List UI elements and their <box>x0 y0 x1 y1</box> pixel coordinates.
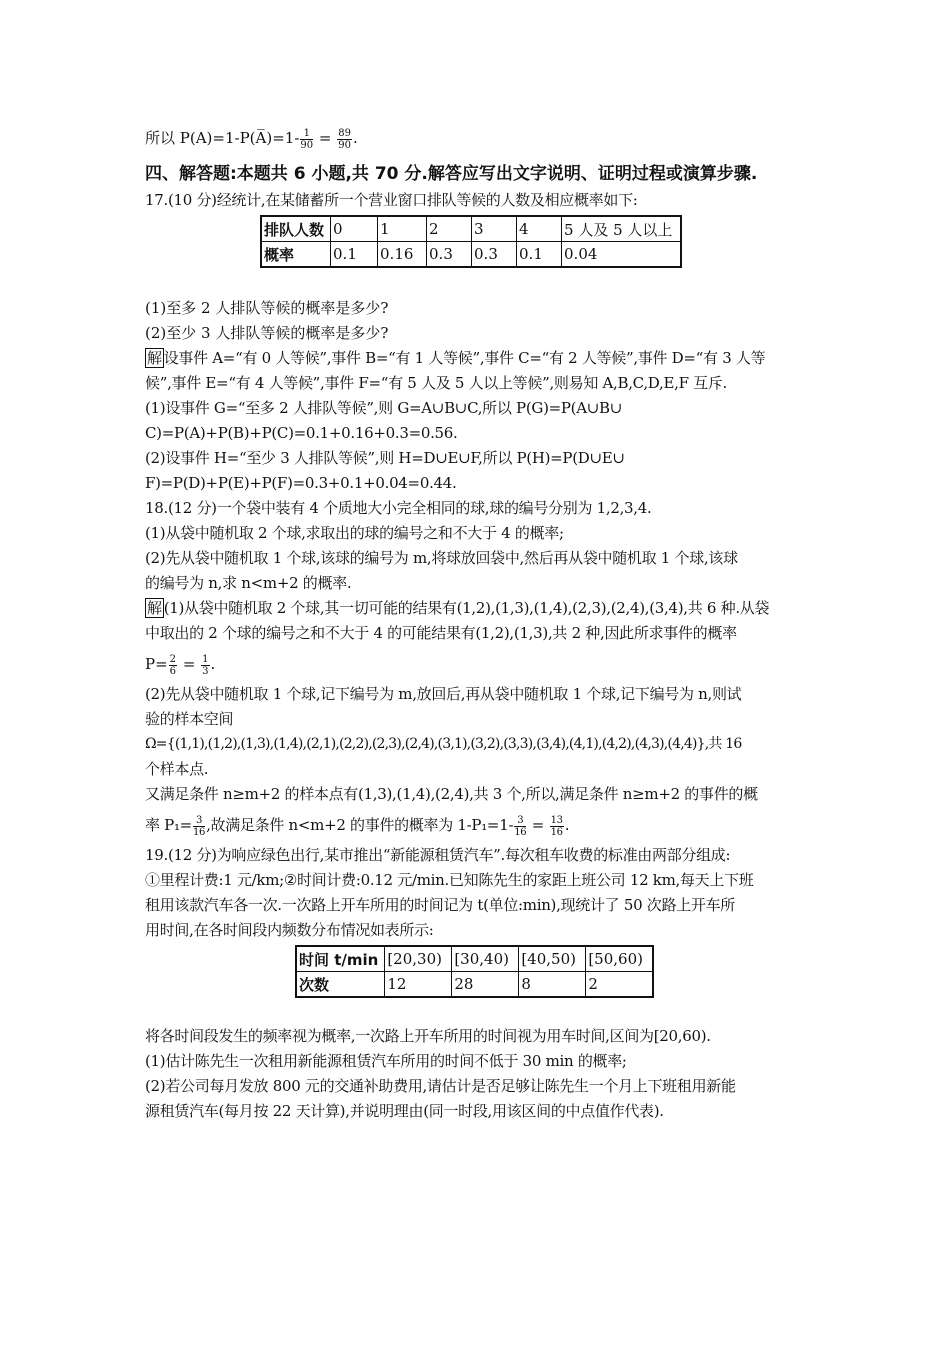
table-header-cell: 次数 <box>296 972 385 998</box>
text-span: . <box>210 655 216 673</box>
table-cell: [30,40) <box>452 946 519 972</box>
table-cell: 0.1 <box>331 242 378 268</box>
question-19-part1: (1)估计陈先生一次租用新能源租赁汽车所用的时间不低于 30 min 的概率; <box>145 1052 627 1070</box>
text-span: = <box>314 129 337 147</box>
table-cell: [20,30) <box>385 946 452 972</box>
table-cell: 1 <box>378 216 427 242</box>
solution-line <box>145 596 815 621</box>
question-19-text: 将各时间段发生的频率视为概率,一次路上开车所用的时间视为用车时间,区间为[20,60). <box>145 1027 711 1045</box>
solution-line: C)=P(A)+P(B)+P(C)=0.1+0.16+0.3=0.56. <box>145 424 458 442</box>
text-span: . <box>564 816 570 834</box>
text-span: (1)从袋中随机取 2 个球,其一切可能的结果有(1,2),(1,3),(1,4),(2,3),(2,4),(3,4),共 6 种.从袋 <box>163 599 770 617</box>
question-18-part2: (2)先从袋中随机取 1 个球,该球的编号为 m,将球放回袋中,然后再从袋中随机取 1 个球,该球 <box>145 549 738 567</box>
table-cell: 4 <box>517 216 562 242</box>
queue-probability-table <box>260 215 682 268</box>
solution-line: 中取出的 2 个球的编号之和不大于 4 的可能结果有(1,2),(1,3),共 2 种,因此所求事件的概率 <box>145 624 737 642</box>
fraction-numerator: 89 <box>338 127 351 139</box>
table-cell: 28 <box>452 972 519 998</box>
fraction-numerator: 1 <box>300 128 313 140</box>
section-heading: 四、解答题:本题共 6 小题,共 70 分.解答应写出文字说明、证明过程或演算步骤. <box>145 164 758 184</box>
solution-line: 候”,事件 E=“有 4 人等候”,事件 F=“有 5 人及 5 人以上等候”,则易知 A,B,C,D,E,F 互斥. <box>145 374 728 392</box>
table-cell: 0.16 <box>378 242 427 268</box>
solution-line: F)=P(D)+P(E)+P(F)=0.3+0.1+0.04=0.44. <box>145 474 457 492</box>
solution-line: Ω={(1,1),(1,2),(1,3),(1,4),(2,1),(2,2),(2,3),(2,4),(3,1),(3,2),(3,3),(3,4),(4,1),(4,2),(4,3),(4,4)},共 16 <box>145 736 742 752</box>
question-19-text: 租用该款汽车各一次.一次路上开车所用的时间记为 t(单位:min),现统计了 50 次路上开车所 <box>145 896 735 914</box>
fraction <box>514 815 526 838</box>
fraction-numerator: 3 <box>514 815 526 827</box>
table-row <box>296 946 653 972</box>
table-cell: 0.3 <box>427 242 472 268</box>
solution-line <box>145 346 815 371</box>
table-cell: 8 <box>519 972 586 998</box>
text-line <box>145 120 815 156</box>
question-18-intro: 18.(12 分)一个袋中装有 4 个质地大小完全相同的球,球的编号分别为 1,2,3,4. <box>145 499 652 517</box>
text-span: 设事件 A=“有 0 人等候”,事件 B=“有 1 人等候”,事件 C=“有 2 人等候”,事件 D=“有 3 人等 <box>163 349 766 367</box>
fraction-numerator: 13 <box>550 814 563 826</box>
solution-marker: 解 <box>147 349 162 367</box>
table-header-cell: 概率 <box>261 242 331 268</box>
question-19-text: ①里程计费:1 元/km;②时间计费:0.12 元/min.已知陈先生的家距上班公司 12 km,每天上下班 <box>145 871 754 889</box>
table-cell: 2 <box>427 216 472 242</box>
table-cell: [50,60) <box>586 946 654 972</box>
question-18-part1: (1)从袋中随机取 2 个球,求取出的球的编号之和不大于 4 的概率; <box>145 524 564 542</box>
question-19-part2: (2)若公司每月发放 800 元的交通补助费用,请估计是否足够让陈先生一个月上下班租用新能 <box>145 1077 736 1095</box>
table-cell: 5 人及 5 人以上 <box>562 216 682 242</box>
driving-time-table <box>295 945 654 998</box>
question-17-intro: 17.(10 分)经统计,在某储蓄所一个营业窗口排队等候的人数及相应概率如下: <box>145 191 638 209</box>
question-17-part1: (1)至多 2 人排队等候的概率是多少? <box>145 299 389 317</box>
table-cell: 0 <box>331 216 378 242</box>
fraction-denominator: 16 <box>514 826 527 838</box>
solution-line <box>145 646 815 682</box>
text-span: 所以 P(A)=1-P(A̅)=1- <box>145 129 300 147</box>
table-header-cell: 时间 t/min <box>296 946 385 972</box>
solution-marker: 解 <box>147 599 162 617</box>
fraction-denominator: 16 <box>192 826 206 838</box>
document-page <box>145 120 815 1124</box>
text-span: . <box>352 129 358 147</box>
question-19-part2: 源租赁汽车(每月按 22 天计算),并说明理由(同一时段,用该区间的中点值作代表). <box>145 1102 664 1120</box>
table-cell: 3 <box>472 216 517 242</box>
table-cell: 12 <box>385 972 452 998</box>
fraction <box>169 654 177 677</box>
text-span: ,故满足条件 n<m+2 的事件的概率为 1-P₁=1- <box>206 816 514 834</box>
fraction-numerator: 2 <box>169 653 177 665</box>
solution-line: (2)设事件 H=“至少 3 人排队等候”,则 H=D∪E∪F,所以 P(H)=P(D∪E∪ <box>145 449 625 467</box>
table-cell: 2 <box>586 972 654 998</box>
solution-line: 又满足条件 n≥m+2 的样本点有(1,3),(1,4),(2,4),共 3 个,所以,满足条件 n≥m+2 的事件的概 <box>145 785 758 803</box>
fraction-denominator: 90 <box>338 139 351 151</box>
text-span: P= <box>145 655 168 673</box>
text-span: = <box>178 655 201 673</box>
solution-line <box>145 807 815 843</box>
fraction <box>550 815 564 838</box>
fraction <box>201 654 209 677</box>
text-span: 率 P₁= <box>145 816 192 834</box>
fraction <box>193 815 205 838</box>
fraction-denominator: 3 <box>202 665 209 677</box>
table-row <box>261 216 681 242</box>
solution-line: (2)先从袋中随机取 1 个球,记下编号为 m,放回后,再从袋中随机取 1 个球,记下编号为 n,则试 <box>145 685 742 703</box>
table-cell: [40,50) <box>519 946 586 972</box>
fraction-denominator: 16 <box>550 826 563 838</box>
fraction <box>300 128 313 151</box>
question-19-intro: 19.(12 分)为响应绿色出行,某市推出“新能源租赁汽车”.每次租车收费的标准由两部分组成: <box>145 846 731 864</box>
question-18-part2: 的编号为 n,求 n<m+2 的概率. <box>145 574 352 592</box>
table-row <box>261 242 681 268</box>
table-header-cell: 排队人数 <box>261 216 331 242</box>
fraction-denominator: 6 <box>169 665 177 677</box>
fraction <box>337 128 352 151</box>
table-cell: 0.04 <box>562 242 682 268</box>
fraction-numerator: 3 <box>193 815 205 827</box>
fraction-numerator: 1 <box>202 653 209 665</box>
table-cell: 0.3 <box>472 242 517 268</box>
question-19-text: 用时间,在各时间段内频数分布情况如表所示: <box>145 921 434 939</box>
text-span: = <box>527 816 549 834</box>
table-cell: 0.1 <box>517 242 562 268</box>
solution-line: 个样本点. <box>145 760 209 778</box>
solution-line: 验的样本空间 <box>145 710 234 728</box>
table-row <box>296 972 653 998</box>
solution-line: (1)设事件 G=“至多 2 人排队等候”,则 G=A∪B∪C,所以 P(G)=P(A∪B∪ <box>145 399 623 417</box>
fraction-denominator: 90 <box>300 139 314 151</box>
question-17-part2: (2)至少 3 人排队等候的概率是多少? <box>145 324 389 342</box>
